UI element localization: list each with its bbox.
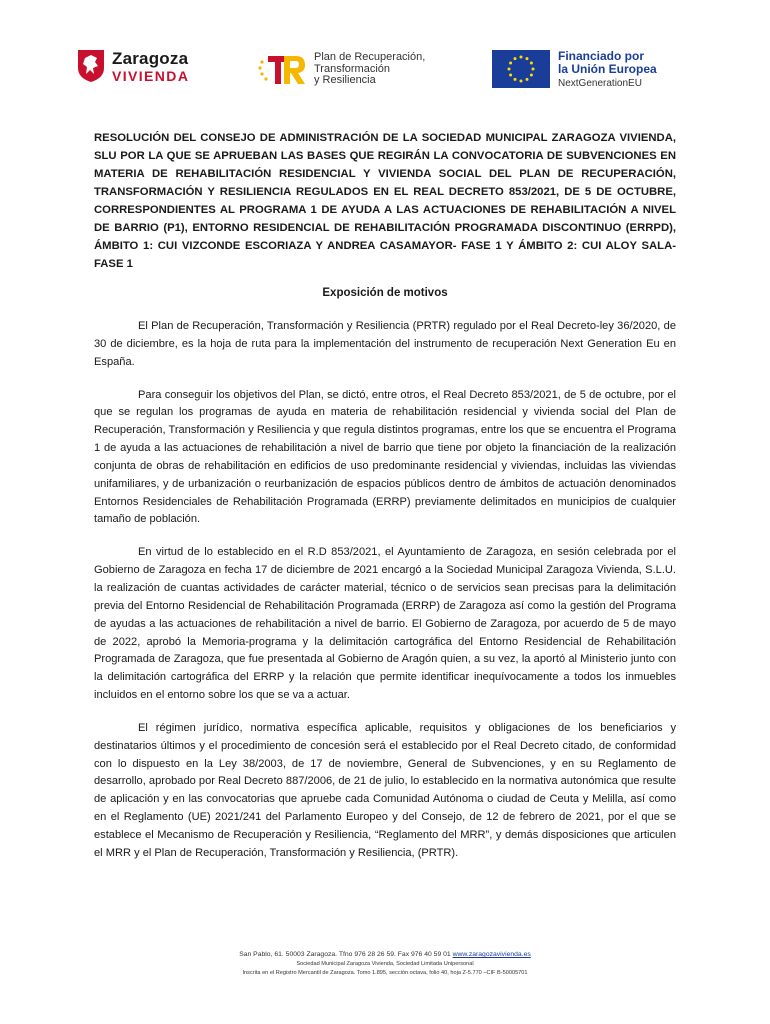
page-footer (0, 950, 770, 977)
paragraph: El régimen jurídico, normativa específica aplicable, requisitos y obligaciones de los beneficiarios y destinatarios últimos y el procedimiento de concesión será el establecido por el Real Decreto citado, de conformidad con lo dispuesto en la Ley 38/2003, de 17 de noviembre, General de Subvenciones, y en su Reglamento de desarrollo, aprobado por Real Decreto 887/2006, de 21 de julio, lo establecido en la normativa autonómica que resulte de aplicación y en las convocatorias que apruebe cada Comunidad Autónoma o ciudad de Ceuta y Melilla, así como en el Reglamento (UE) 2021/241 del Parlamento Europeo y del Consejo, de 12 de febrero de 2021, por el que se establece el Mecanismo de Recuperación y Resiliencia, “Reglamento del MRR”, y demás disposiciones que articulen el MRR y el Plan de Recuperación, Transformación y Resiliencia, (PRTR). (94, 721, 676, 859)
paragraph: Para conseguir los objetivos del Plan, se dictó, entre otros, el Real Decreto 853/2021, de 5 de octubre, por el que se regulan los programas de ayuda en materia de rehabilitación residencial y vivienda social del Plan de Recuperación, Transformación y Resiliencia y que regula distintos programas, entre los que se encuentra el Programa 1 de ayuda a las actuaciones de rehabilitación a nivel de barrio que tiene por objeto la financiación de la realización conjunta de obras de rehabilitación en edificios de uso predominante residencial y viviendas, incluidas las viviendas unifamiliares, y de urbanización o reurbanización de espacios públicos dentro de ámbitos de actuación denominados Entornos Residenciales de Rehabilitación Programada (ERRP) previamente delimitados en municipios de cualquier tamaño de población. (94, 388, 676, 526)
prtr-text-line2: Transformación (314, 62, 391, 75)
logo-text-zaragoza: Zaragoza (112, 48, 189, 68)
document-body (94, 318, 676, 878)
logo-text-vivienda: VIVIENDA (112, 67, 190, 84)
paragraph: El Plan de Recuperación, Transformación y Resiliencia (PRTR) regulado por el Real Decreto-ley 36/2020, de 30 de diciembre, es la hoja de ruta para la implementación del instrumento de recuperación Next Generation Eu en España. (94, 320, 676, 368)
eu-funding-logo (492, 50, 657, 89)
zaragoza-vivienda-logo (76, 48, 189, 84)
eu-flag-icon (492, 50, 550, 88)
section-heading: Exposición de motivos (322, 287, 448, 299)
zaragoza-lion-shield-icon (76, 48, 106, 84)
prtr-text-line3: y Resiliencia (314, 74, 376, 86)
eu-text-line1: Financiado por (558, 49, 645, 63)
footer-website-link[interactable]: www.zaragozavivienda.es (452, 951, 531, 958)
letterhead (0, 44, 770, 104)
eu-text-line3: NextGenerationEU (558, 78, 642, 89)
prtr-logo (258, 52, 425, 87)
eu-text-line2: la Unión Europea (558, 62, 657, 76)
footer-company-line: Sociedad Municipal Zaragoza Vivienda, Sociedad Limitada Unipersonal (296, 961, 474, 967)
paragraph: En virtud de lo establecido en el R.D 853/2021, el Ayuntamiento de Zaragoza, en sesión celebrada por el Gobierno de Zaragoza en fecha 17 de diciembre de 2021 encargó a la Sociedad Municipal Zaragoza Vivienda, S.L.U. la realización de cuantas actividades de carácter material, técnico o de servicios sean precisas para la delimitación previa del Entorno Residencial de Rehabilitación Programada (ERRP) de Zaragoza así como la gestión del Programa de ayudas a las actuaciones de rehabilitación a nivel de barrio. El Gobierno de Zaragoza, por acuerdo de 5 de mayo de 2022, aprobó la Memoria-programa y la delimitación cartográfica del Entorno Residencial de Rehabilitación Programada de Zaragoza, que fue presentada al Gobierno de Aragón quien, a su vez, la aportó al Ministerio junto con la delimitación cartográfica del ERRP y la relación que permite identificar inequívocamente a todos los inmuebles incluidos en el entorno sobre los que se va a actuar. (94, 546, 676, 702)
footer-address: San Pablo, 61. 50003 Zaragoza. Tfno 976 28 26 59. Fax 976 40 59 01 (239, 951, 451, 958)
tr-monogram-icon (258, 52, 308, 86)
footer-address-line (0, 950, 770, 960)
document-title: RESOLUCIÓN DEL CONSEJO DE ADMINISTRACIÓN DE LA SOCIEDAD MUNICIPAL ZARAGOZA VIVIENDA, SLU POR LA QUE SE APRUEBAN LAS BASES QUE REGIRÁN LA CONVOCATORIA DE SUBVENCIONES EN MATERIA DE REHABILITACIÓN RESIDENCIAL Y VIVIENDA SOCIAL DEL PLAN DE RECUPERACIÓN, TRANSFORMACIÓN Y RESILIENCIA REGULADOS EN EL REAL DECRETO 853/2021, DE 5 DE OCTUBRE, CORRESPONDIENTES AL PROGRAMA 1 DE AYUDA A LAS ACTUACIONES DE REHABILITACIÓN A NIVEL DE BARRIO (P1), ENTORNO RESIDENCIAL DE REHABILITACIÓN PROGRAMADA DISCONTINUO (ERRPD), ÁMBITO 1: CUI VIZCONDE ESCORIAZA Y ANDREA CASAMAYOR- FASE 1 Y ÁMBITO 2: CUI ALOY SALA- FASE 1 (94, 132, 676, 270)
prtr-text-line1: Plan de Recuperación, (314, 51, 426, 63)
footer-registry-line: Inscrita en el Registro Mercantil de Zaragoza. Tomo 1.895, sección octava, folio 40, hoja Z-5.770 –CIF B-50005701 (242, 969, 528, 976)
